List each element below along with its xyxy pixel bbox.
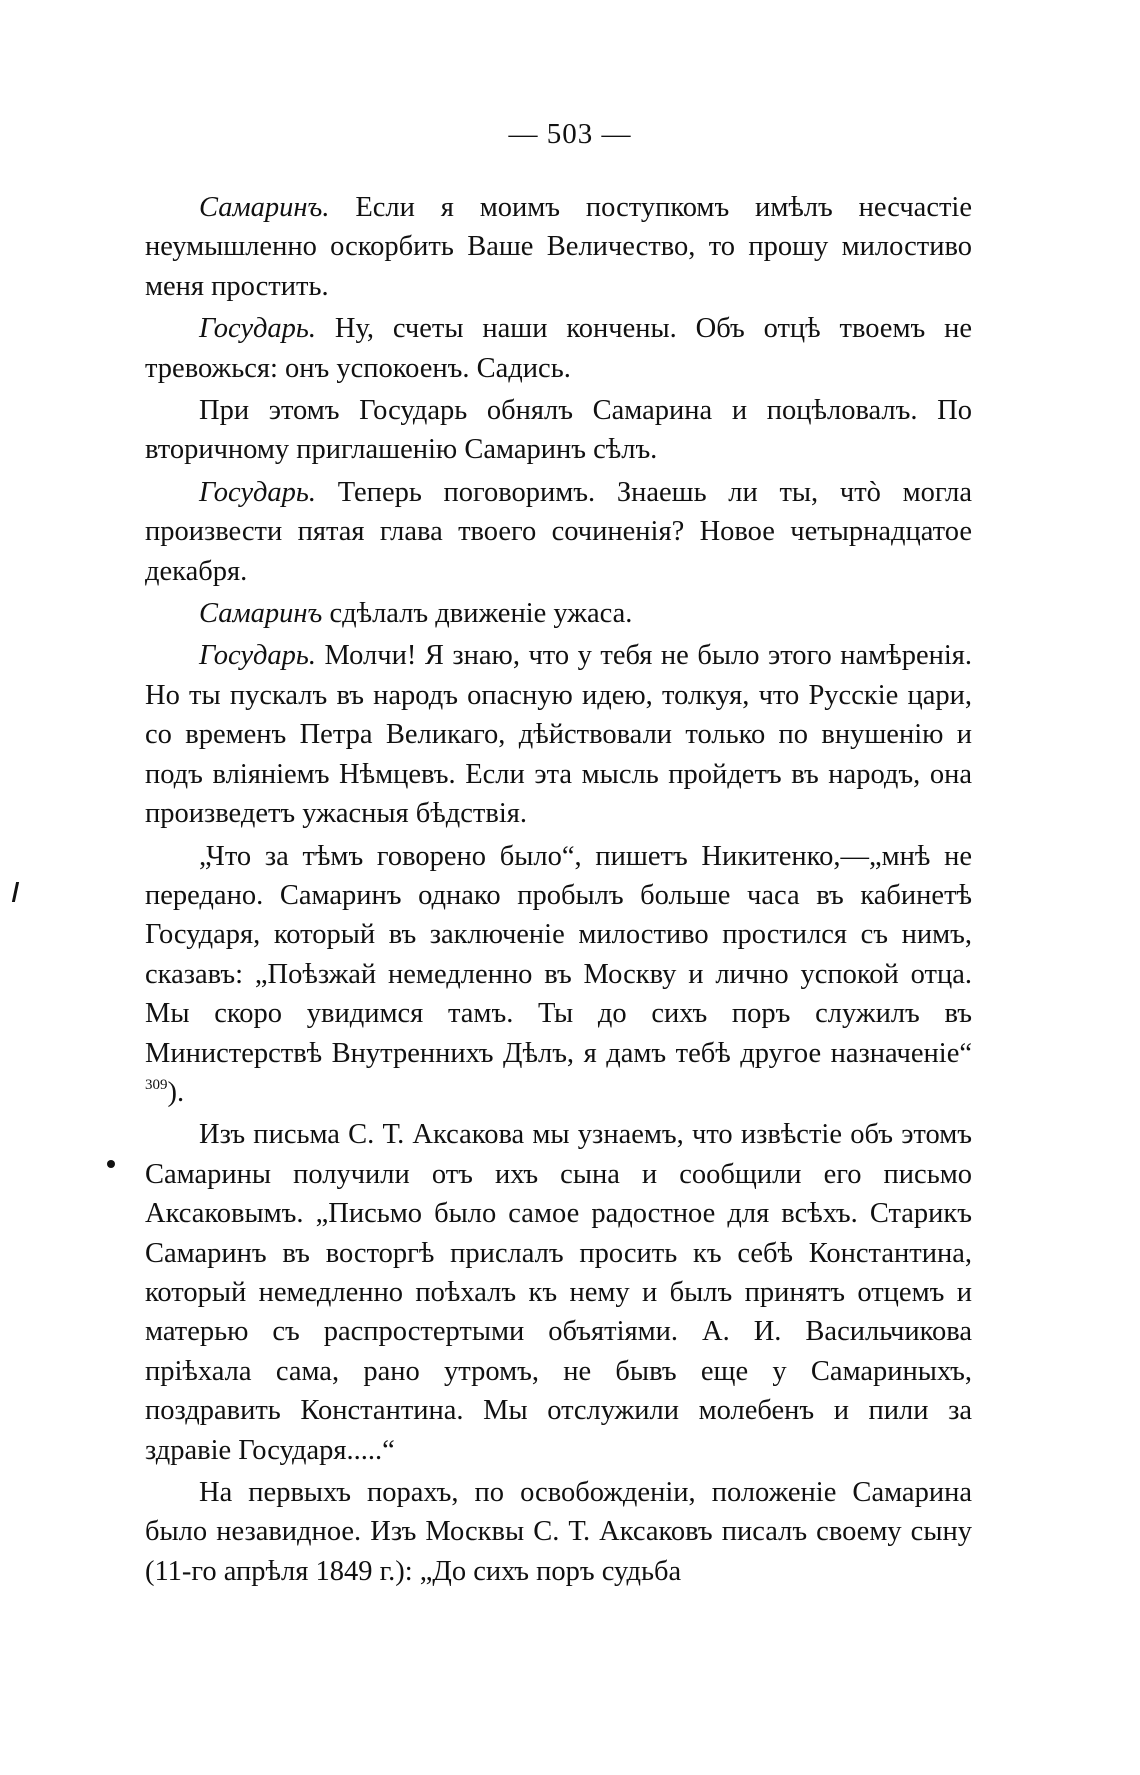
speaker-name: Самаринъ. xyxy=(199,192,330,223)
page-body xyxy=(145,188,972,1591)
paragraph xyxy=(145,594,972,633)
paragraph-text: При этомъ Государь обнялъ Самарина и поцѣловалъ. По вторичному приглашенію Самаринъ сѣлъ. xyxy=(145,395,972,466)
margin-dot-mark xyxy=(107,1160,115,1168)
paragraph-text: Ну, счеты наши кончены. Объ отцѣ твоемъ не тревожься: онъ успокоенъ. Садись. xyxy=(145,313,972,384)
paragraph xyxy=(145,391,972,470)
paragraph xyxy=(145,1115,972,1470)
paragraph xyxy=(145,1473,972,1591)
page-number: — 503 — xyxy=(508,118,632,150)
speaker-name: Самаринъ xyxy=(199,598,323,630)
paragraph xyxy=(145,636,972,833)
paragraph-text: Если я моимъ поступкомъ имѣлъ несчастіе неумышленно оскорбить Ваше Величество, то прошу милостиво меня простить. xyxy=(145,192,972,302)
margin-pencil-mark xyxy=(12,882,19,902)
paragraph-text: Изъ письма С. Т. Аксакова мы узнаемъ, что извѣстіе объ этомъ Самарины получили отъ ихъ сына и сообщили его письмо Аксаковымъ. „Письмо было самое радостное для всѣхъ. Старикъ Самаринъ въ восторгѣ прислалъ просить къ себѣ Константина, который немедленно поѣхалъ къ нему и былъ принятъ отцемъ и матерью съ распростертыми объятіями. А. И. Васильчикова пріѣхала сама, рано утромъ, не бывъ еще у Самариныхъ, поздравить Константина. Мы отслужили молебенъ и пили за здравіе Государя.....“ xyxy=(145,1119,972,1466)
speaker-name: Государь. xyxy=(199,476,317,508)
paragraph-tail: ). xyxy=(167,1076,185,1108)
paragraph-text: „Что за тѣмъ говорено было“, пишетъ Никитенко,—„мнѣ не передано. Самаринъ однако пробылъ больше часа въ кабинетѣ Государя, который въ заключеніе милостиво простился съ нимъ, сказавъ: „Поѣзжай немедленно въ Москву и лично успокой отца. Мы скоро увидимся тамъ. Ты до сихъ поръ служилъ въ Министерствѣ Внутреннихъ Дѣлъ, я дамъ тебѣ другое назначеніе“ xyxy=(145,840,972,1069)
footnote-marker[interactable]: 309 xyxy=(145,1076,168,1093)
paragraph xyxy=(145,188,972,306)
paragraph-text: сдѣлалъ движеніе ужаса. xyxy=(322,598,633,630)
paragraph xyxy=(145,473,972,591)
speaker-name: Государь. xyxy=(199,640,317,672)
paragraph xyxy=(145,309,972,388)
speaker-name: Государь. xyxy=(199,313,317,345)
paragraph-text: На первыхъ порахъ, по освобожденіи, положеніе Самарина было незавидное. Изъ Москвы С. Т. Аксаковъ писалъ своему сыну (11-го апрѣля 1849 г.): „До сихъ поръ судьба xyxy=(145,1477,972,1587)
paragraph xyxy=(145,837,972,1113)
paragraph-text: Молчи! Я знаю, что у тебя не было этого намѣренія. Но ты пускалъ въ народъ опасную идею, толкуя, что Русскіе цари, со временъ Петра Великаго, дѣйствовали только по внушенію и подъ вліяніемъ Нѣмцевъ. Если эта мысль пройдетъ въ народъ, она произведетъ ужасныя бѣдствія. xyxy=(145,640,972,830)
paragraph-text: Теперь поговоримъ. Знаешь ли ты, чтò могла произвести пятая глава твоего сочиненія? Новое четырнадцатое декабря. xyxy=(145,476,972,587)
